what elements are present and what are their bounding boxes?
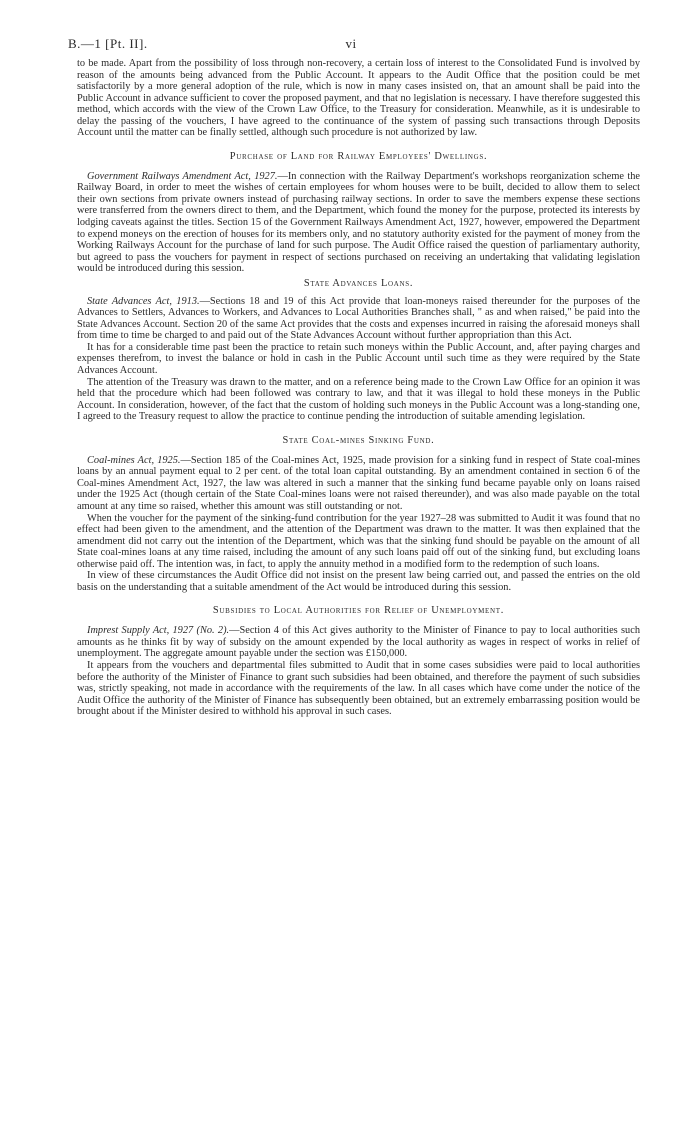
- paragraph-text: —Sections 18 and 19 of this Act provide that loan-moneys raised thereunder for the purposes of the Advances to Settlers, Advances to Workers, and Advances to Local Authorities Branches shall, " as and when raised," be paid into the State Advances Account. Section 20 of the same Act provides that the costs and expenses incurred in raising the aforesaid moneys shall from time to time be charged to and paid out of the State Advances Account without further appropriation than this Act.: [77, 295, 640, 342]
- coal-mines-paragraph-2: When the voucher for the payment of the sinking-fund contribution for the year 1927–28 was submitted to Audit it was found that no effect had been given to the amendment, and the attention of the Department was drawn to the matter. It was then explained that the amendment did not carry out the intention of the Department, which was that the sinking fund should be payable on the amount of all State coal-mines loans at any time raised, including the amount of any such loans paid off out of the sinking fund, but excluding loans otherwise paid off. The intention was, in fact, to apply the annuity method in a modified form to the redemption of such loans.: [77, 512, 640, 570]
- state-advances-paragraph-1: [77, 296, 640, 342]
- paragraph-text: —Section 185 of the Coal-mines Act, 1925, made provision for a sinking fund in respect of State coal-mines loans by an annual payment equal to 2 per cent. of the total loan capital outstanding. By an amendment contained in section 6 of the Coal-mines Amendment Act, 1927, the law was altered in such a manner that the sinking fund became payable only on loans raised under the 1925 Act (though certain of the State Coal-mines loans were not raised thereunder), and was also made payable on the total amount at any time so raised, whether this amount was still outstanding or not.: [77, 454, 640, 512]
- subsidies-paragraph-2: It appears from the vouchers and departmental files submitted to Audit that in some cases subsidies were paid to local authorities before the authority of the Minister of Finance to grant such subsidies had been obtained, and therefore the payment of such subsidies was, strictly speaking, not made in accordance with the requirements of the law. In all cases which have come under the notice of the Audit Office the authority of the Minister of Finance has subsequently been obtained, but an extremely embarrassing position would be brought about if the Minister desired to withhold his approval in such cases.: [77, 659, 640, 718]
- act-citation: Imprest Supply Act, 1927 (No. 2).: [87, 625, 230, 637]
- state-advances-paragraph-2: It has for a considerable time past been the practice to retain such moneys within the Public Account, and, after paying charges and expenses therefrom, to invest the balance or hold in cash in the Public Account until such time as they were required by the State Advances Account.: [77, 341, 640, 377]
- railway-dwellings-paragraph-1: [77, 171, 640, 275]
- act-citation: State Advances Act, 1913.: [87, 295, 200, 307]
- coal-mines-paragraph-3: In view of these circumstances the Audit Office did not insist on the present law being carried out, and passed the entries on the old basis on the understanding that a suitable amendment of the Act would be introduced during this session.: [77, 570, 640, 593]
- intro-paragraph: to be made. Apart from the possibility of loss through non-recovery, a certain loss of interest to the Consolidated Fund is involved by reason of the amounts being advanced from the Public Account. It appears to the Audit Office that the position could be met satisfactorily by a more general adoption of the rule, which is now in many cases insisted on, that an amount shall be paid into the Public Account in advance sufficient to cover the proposed payment, and that no legislation is necessary. I have therefore suggested this method, which accords with the view of the Crown Law Office, to the Treasury for consideration. Meanwhile, as it is undesirable to delay the passing of the vouchers, I have agreed to the continuance of the system of passing such transactions through Deposits Account until the matter can be finally settled, although such procedure is not authorized by law.: [77, 58, 640, 139]
- section-heading-coal-mines: State Coal-mines Sinking Fund.: [282, 434, 435, 446]
- act-citation: Government Railways Amendment Act, 1927.: [87, 170, 278, 182]
- page-number: vi: [345, 36, 357, 51]
- coal-mines-paragraph-1: [77, 455, 640, 513]
- body-text: [77, 58, 640, 718]
- act-citation: Coal-mines Act, 1925.: [87, 454, 181, 466]
- section-heading-railway-dwellings: Purchase of Land for Railway Employees' Dwellings.: [229, 150, 488, 162]
- section-heading-unemployment-subsidies: Subsidies to Local Authorities for Relief of Unemployment.: [212, 605, 505, 617]
- section-heading-state-advances: State Advances Loans.: [303, 277, 414, 289]
- subsidies-paragraph-1: [77, 625, 640, 660]
- report-reference: B.—1 [Pt. II].: [68, 36, 148, 51]
- running-head: [68, 36, 640, 58]
- paragraph-text: —In connection with the Railway Department's workshops reorganization scheme the Railway Board, in order to meet the wishes of certain employees for whom houses were to be built, decided to allow them to select their own sections from private owners instead of purchasing railway sections. In order to save the members expense these sections were transferred from the owners direct to them, and the Department, which found the money for the purpose, protected its interests by lodging caveats against the titles. Section 15 of the Government Railways Amendment Act, 1927, however, empowered the Department to expend moneys on the erection of houses for its members only, and no statutory authority existed for the payment of money from the Working Railways Account for the purchase of land for such purpose. The Audit Office raised the question of parliamentary authority, but agreed to pass the vouchers for payment in respect of sections purchased on receiving an undertaking that validating legislation would be introduced during this session.: [77, 170, 640, 275]
- state-advances-paragraph-3: The attention of the Treasury was drawn to the matter, and on a reference being made to the Crown Law Office for an opinion it was held that the procedure which had been followed was contrary to law, and that it was illegal to hold these moneys in the Public Account. In consideration, however, of the fact that the custom of holding such moneys in the Public Account was a long-standing one, I agreed to the Treasury request to allow the practice to continue pending the introduction of suitable amending legislation.: [77, 376, 640, 423]
- paragraph-text: —Section 4 of this Act gives authority to the Minister of Finance to pay to local authorities such amounts as he thinks fit by way of subsidy on the amount expended by the local authority as wages in respect of works in relief of unemployment. The aggregate amount payable under the section was £150,000.: [77, 625, 640, 660]
